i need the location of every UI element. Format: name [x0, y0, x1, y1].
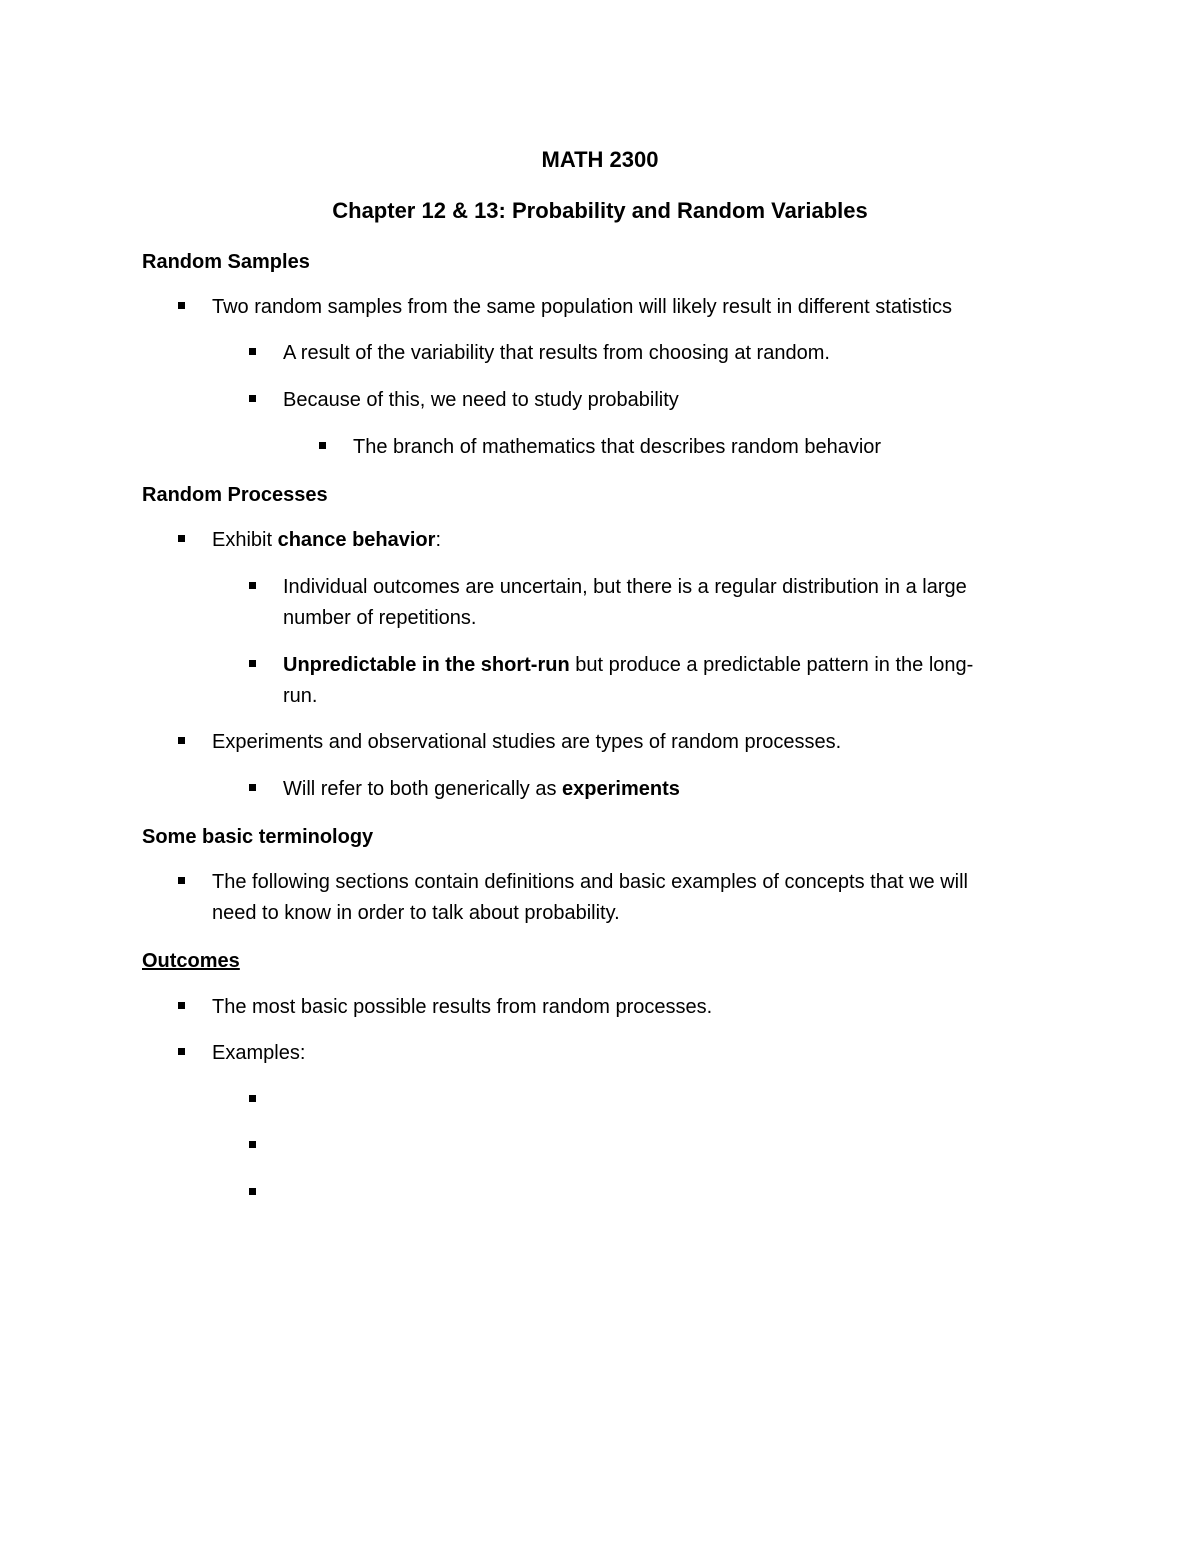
heading-basic-terminology: Some basic terminology	[142, 826, 374, 848]
bold-term: experiments	[562, 778, 680, 800]
square-bullet-icon	[249, 582, 256, 589]
list-item-text: Experiments and observational studies are types of random processes.	[212, 731, 842, 753]
list-item-text: The branch of mathematics that describes random behavior	[353, 436, 882, 458]
heading-random-processes: Random Processes	[142, 484, 328, 506]
square-bullet-icon	[249, 395, 256, 402]
list-item	[283, 572, 967, 634]
list-item	[283, 385, 679, 416]
list-item-text: A result of the variability that results from choosing at random.	[283, 342, 830, 364]
list-item	[212, 1038, 305, 1069]
list-item	[283, 338, 830, 369]
chapter-title: Chapter 12 & 13: Probability and Random Variables	[332, 198, 868, 223]
text-fragment: but produce a predictable pattern in the long-	[569, 654, 974, 676]
bold-term: chance behavior	[277, 529, 436, 551]
list-item-text: run.	[283, 685, 318, 707]
list-item-text: The following sections contain definitions and basic examples of concepts that we will	[212, 871, 968, 893]
heading-outcomes: Outcomes	[142, 950, 240, 972]
list-item-text: Two random samples from the same population will likely result in different statistics	[212, 296, 952, 318]
square-bullet-icon	[249, 1095, 256, 1102]
square-bullet-icon	[249, 348, 256, 355]
list-item-text: number of repetitions.	[283, 607, 477, 629]
list-item	[212, 292, 952, 323]
text-fragment: :	[435, 529, 441, 551]
course-title: MATH 2300	[541, 147, 659, 172]
bold-term: Unpredictable in the short-run	[283, 654, 570, 676]
list-item-text	[212, 525, 441, 556]
square-bullet-icon	[249, 660, 256, 667]
list-item-text	[283, 774, 680, 805]
square-bullet-icon	[178, 535, 185, 542]
text-fragment: Exhibit	[212, 529, 278, 551]
list-item	[283, 650, 973, 712]
square-bullet-icon	[319, 442, 326, 449]
list-item-text: Because of this, we need to study probability	[283, 389, 679, 411]
list-item	[283, 774, 680, 805]
square-bullet-icon	[178, 302, 185, 309]
square-bullet-icon	[249, 784, 256, 791]
list-item	[212, 525, 441, 556]
list-item	[212, 867, 968, 929]
square-bullet-icon	[249, 1141, 256, 1148]
list-item-text: need to know in order to talk about probability.	[212, 902, 620, 924]
list-item	[353, 432, 881, 463]
square-bullet-icon	[178, 877, 185, 884]
text-fragment: Will refer to both generically as	[283, 778, 563, 800]
square-bullet-icon	[178, 737, 185, 744]
list-item	[212, 992, 712, 1023]
square-bullet-icon	[178, 1048, 185, 1055]
list-item-text: Examples:	[212, 1042, 306, 1064]
list-item-text	[283, 650, 973, 681]
list-item	[212, 727, 841, 758]
list-item-text: The most basic possible results from random processes.	[212, 996, 713, 1018]
square-bullet-icon	[178, 1002, 185, 1009]
heading-random-samples: Random Samples	[142, 251, 310, 273]
square-bullet-icon	[249, 1188, 256, 1195]
list-item-text: Individual outcomes are uncertain, but there is a regular distribution in a large	[283, 576, 967, 598]
